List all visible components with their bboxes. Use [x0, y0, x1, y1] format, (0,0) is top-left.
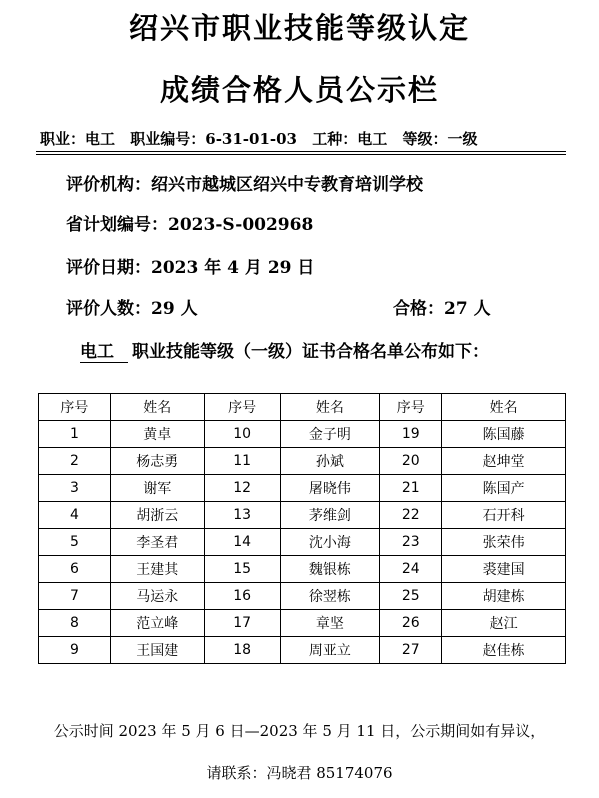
header-name: 姓名 — [280, 394, 380, 421]
cell-seq: 10 — [204, 421, 280, 448]
cell-seq: 18 — [204, 637, 280, 664]
cell-seq: 17 — [204, 610, 280, 637]
cell-seq: 4 — [39, 502, 111, 529]
cell-name: 陈国产 — [442, 475, 566, 502]
cell-name: 赵佳栋 — [442, 637, 566, 664]
cell-seq: 2 — [39, 448, 111, 475]
cell-name: 范立峰 — [110, 610, 204, 637]
work-type: 工种：电工 — [312, 130, 388, 148]
cell-seq: 1 — [39, 421, 111, 448]
cell-seq: 9 — [39, 637, 111, 664]
plan-number: 省计划编号：2023-S-002968 — [66, 215, 314, 235]
cell-seq: 26 — [380, 610, 442, 637]
table-row — [39, 475, 566, 502]
cell-seq: 25 — [380, 583, 442, 610]
cell-name: 金子明 — [280, 421, 380, 448]
divider-rule-top — [36, 151, 566, 152]
profession: 职业：电工 — [40, 130, 116, 148]
cell-name: 胡浙云 — [110, 502, 204, 529]
cell-name: 赵江 — [442, 610, 566, 637]
announcement-text: 职业技能等级（一级）证书合格名单公布如下： — [132, 342, 489, 362]
cell-name: 石开科 — [442, 502, 566, 529]
cell-seq: 22 — [380, 502, 442, 529]
cell-name: 黄卓 — [110, 421, 204, 448]
cell-seq: 24 — [380, 556, 442, 583]
cell-name: 章坚 — [280, 610, 380, 637]
table-header-row — [39, 394, 566, 421]
level: 等级：一级 — [402, 130, 478, 148]
cell-seq: 13 — [204, 502, 280, 529]
cell-name: 李圣君 — [110, 529, 204, 556]
cell-name: 裘建国 — [442, 556, 566, 583]
passed-count: 合格：27 人 — [393, 299, 491, 319]
announcement — [80, 337, 489, 363]
job-info-line — [40, 128, 478, 149]
cell-name: 屠晓伟 — [280, 475, 380, 502]
contact-info: 请联系：冯晓君 85174076 — [206, 764, 393, 782]
cell-seq: 15 — [204, 556, 280, 583]
cell-name: 马运永 — [110, 583, 204, 610]
cell-seq: 16 — [204, 583, 280, 610]
cell-seq: 5 — [39, 529, 111, 556]
table-row — [39, 610, 566, 637]
table-row — [39, 421, 566, 448]
table-row — [39, 556, 566, 583]
table-row — [39, 637, 566, 664]
table-row — [39, 529, 566, 556]
cell-seq: 20 — [380, 448, 442, 475]
cell-seq: 21 — [380, 475, 442, 502]
cell-seq: 8 — [39, 610, 111, 637]
cell-name: 茅维剑 — [280, 502, 380, 529]
notice-period: 公示时间 2023 年 5 月 6 日—2023 年 5 月 11 日，公示期间如有异议， — [53, 722, 546, 740]
evaluation-date: 评价日期：2023 年 4 月 29 日 — [66, 258, 315, 278]
announcement-profession: 电工 — [80, 337, 128, 363]
cell-name: 徐翌栋 — [280, 583, 380, 610]
title-line-1: 绍兴市职业技能等级认定 — [128, 11, 470, 45]
cell-seq: 12 — [204, 475, 280, 502]
cell-name: 陈国藤 — [442, 421, 566, 448]
cell-name: 谢军 — [110, 475, 204, 502]
cell-seq: 7 — [39, 583, 111, 610]
cell-seq: 23 — [380, 529, 442, 556]
header-seq: 序号 — [39, 394, 111, 421]
header-name: 姓名 — [442, 394, 566, 421]
cell-name: 魏银栋 — [280, 556, 380, 583]
header-seq: 序号 — [380, 394, 442, 421]
cell-seq: 6 — [39, 556, 111, 583]
cell-seq: 14 — [204, 529, 280, 556]
evaluated-count: 评价人数：29 人 — [66, 299, 198, 319]
cell-name: 周亚立 — [280, 637, 380, 664]
roster-body — [39, 421, 566, 664]
divider-rule-bottom — [36, 154, 566, 155]
cell-seq: 19 — [380, 421, 442, 448]
cell-name: 张荣伟 — [442, 529, 566, 556]
table-row — [39, 502, 566, 529]
cell-seq: 11 — [204, 448, 280, 475]
cell-name: 赵坤堂 — [442, 448, 566, 475]
header-name: 姓名 — [110, 394, 204, 421]
passed-roster-table — [38, 393, 566, 664]
table-row — [39, 583, 566, 610]
cell-name: 沈小海 — [280, 529, 380, 556]
cell-name: 孙斌 — [280, 448, 380, 475]
cell-name: 杨志勇 — [110, 448, 204, 475]
cell-name: 王国建 — [110, 637, 204, 664]
title-line-2: 成绩合格人员公示栏 — [159, 73, 439, 107]
cell-seq: 3 — [39, 475, 111, 502]
cell-name: 胡建栋 — [442, 583, 566, 610]
cell-seq: 27 — [380, 637, 442, 664]
evaluation-org: 评价机构：绍兴市越城区绍兴中专教育培训学校 — [66, 175, 423, 195]
cell-name: 王建其 — [110, 556, 204, 583]
table-row — [39, 448, 566, 475]
profession-code: 职业编号：6-31-01-03 — [130, 130, 297, 148]
header-seq: 序号 — [204, 394, 280, 421]
